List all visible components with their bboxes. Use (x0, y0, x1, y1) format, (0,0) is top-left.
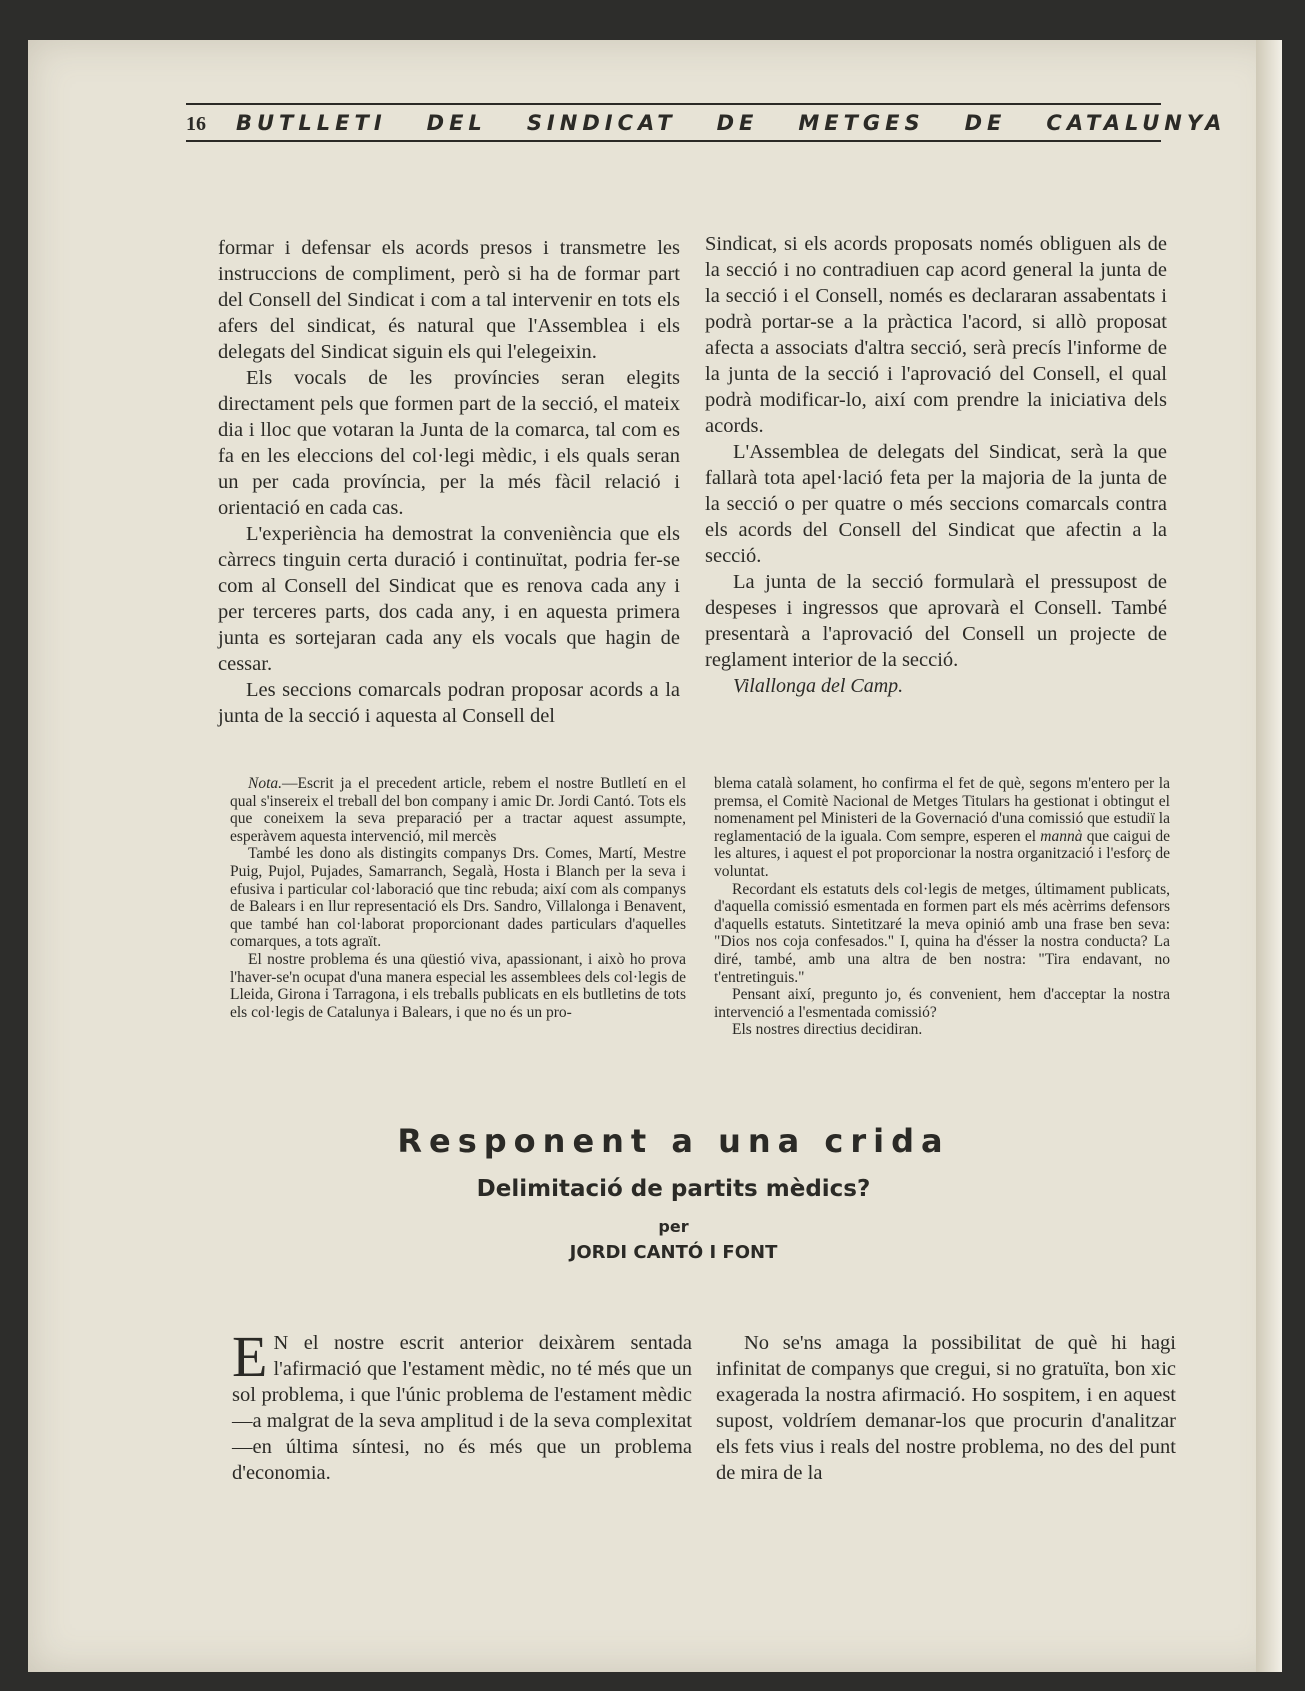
paragraph: formar i defensar els acords presos i transmetre les instruccions de compliment, però si ha de formar part del Consell del Sindicat i com a tal intervenir en tots els afers del sindicat, és natural que l'Assemblea i els delegats del Sindicat siguin els qui l'elegeixin. (218, 237, 680, 363)
article-author: JORDI CANTÓ I FONT (569, 1242, 778, 1263)
journal-title-word: BUTLLETI (236, 111, 387, 135)
note-paragraph: El nostre problema és una qüestió viva, apassionant, i això ho prova l'haver-se'n ocupat d'una manera especial les assemblees dels col·legis de Lleida, Girona i Tarragona, i els treballs publicats en els butlletins de tots els col·legis de Catalunya i Balears, i que no és un pro- (230, 950, 686, 1021)
drop-cap: E (232, 1324, 268, 1389)
note-text: que caigui de les altures, i aquest el pot proporcionar la nostra organització i l'esforç de voluntat. (714, 827, 1171, 880)
journal-title-word: SINDICAT (526, 111, 677, 135)
journal-title-word: METGES (798, 111, 925, 135)
article-right-column (716, 1330, 1176, 1486)
article-subtitle: Delimitació de partits mèdics? (476, 1176, 871, 1202)
first-word: N (273, 1332, 289, 1354)
note-paragraph (230, 775, 686, 845)
article-text: el nostre escrit anterior deixàrem sentada l'afirmació que l'estament mèdic, no té més que un sol problema, i que l'únic problema de l'estament mèdic—a malgrat de la seva amplitud i de la seva complexitat—en última síntesi, no és més que un problema d'economia. (232, 1332, 693, 1484)
note-text: blema català solament, ho confirma el fet de què, segons m'entero per la premsa, el Comitè Nacional de Metges Titulars ha gestionat i obtingut el nomenament pel Ministeri de la Governació d'una comissió que estudiï la reglamentació de la iguala. Com sempre, esperen el (714, 775, 1170, 845)
note-text: —Escrit ja el precedent article, rebem el nostre Butlletí en el qual s'insereix el treball del bon company i amic Dr. Jordi Cantó. Tots els que coneixem la seva preparació per a tractar aquest assumpte, esperàvem aquesta intervenció, mil mercès (230, 775, 686, 845)
note-label: Nota. (248, 775, 283, 792)
note-right-column (714, 775, 1170, 1039)
article-paragraph (232, 1324, 693, 1486)
paragraph: Sindicat, si els acords proposats només obliguen als de la secció i no contradiuen cap acord general la junta de la secció i el Consell, només es declararan assabentats i podrà portar-se a la pràctica l'acord, si allò proposat afecta a associats d'altra secció, serà precís l'informe de la junta de la secció i l'aprovació del Consell, el qual podrà modificar-lo, així com prendre la iniciativa dels acords. (705, 233, 1167, 437)
journal-title-word: DE (964, 111, 1007, 135)
article-paragraph: No se'ns amaga la possibilitat de què hi hagi infinitat de companys que cregui, si no gratuïta, bon xic exagerada la nostra afirmació. Ho sospitem, i en aquest supost, voldríem demanar-los que procurin d'analitzar els fets vius i reals del nostre problema, no des del punt de mira de la (716, 1332, 1176, 1484)
page-number: 16 (186, 113, 206, 135)
article-left-column (232, 1324, 693, 1486)
journal-title (236, 111, 1226, 135)
paragraph: L'experiència ha demostrat la conveniència que els càrrecs tinguin certa duració i continuïtat, podria fer-se com al Consell del Sindicat que es renova cada any i per terceres parts, dos cada any, i en aquesta primera junta es sortejaran cada any els vocals que hagin de cessar. (218, 523, 680, 675)
note-paragraph (714, 775, 1170, 881)
right-column (705, 231, 1167, 699)
note-paragraph: Recordant els estatuts dels col·legis de metges, últimament publicats, d'aquella comissió esmentada en formen part els més acèrrims defensors d'aquells estatuts. Sintetitzaré la meva opinió amb una frase ben seva: "Dios nos coja confesados." I, quina ha d'ésser la nostra conducta? La diré, també, amb una altra de ben nostra: "Tira endavant, no t'entretinguis." (714, 880, 1170, 986)
journal-title-word: DE (716, 111, 759, 135)
signature: Vilallonga del Camp. (733, 675, 904, 697)
journal-title-word: CATALUNYA (1046, 111, 1227, 135)
note-emphasis: mannà (1040, 827, 1083, 845)
article-byline-per: per (658, 1217, 689, 1236)
note-paragraph: També les dono als distingits companys Drs. Comes, Martí, Mestre Puig, Pujol, Pujades, Samarranch, Segalà, Hosta i Blanch per la seva i efusiva i particular col·laboració que tinc rebuda; així com als companys de Balears i en llur representació els Drs. Sandro, Villalonga i Benavent, que també han col·laborat proporcionant dades particulars d'aquelles comarques, a tots agraït. (230, 845, 686, 951)
journal-title-word: DEL (426, 111, 487, 135)
note-left-column (230, 775, 686, 1021)
page-edge (1256, 40, 1282, 1672)
note-paragraph: Pensant així, pregunto jo, és convenient, hem d'acceptar la nostra intervenció a l'esmentada comissió? (714, 986, 1170, 1021)
paragraph: La junta de la secció formularà el pressupost de despeses i ingressos que aprovarà el Consell. També presentarà a l'aprovació del Consell un projecte de reglament interior de la secció. (705, 571, 1167, 671)
article-title: Responent a una crida (397, 1122, 950, 1160)
paragraph: Els vocals de les províncies seran elegits directament pels que formen part de la secció, el mateix dia i lloc que votaran la Junta de la comarca, tal com es fa en les eleccions del col·legi mèdic, i els quals seran un per cada província, per la més fàcil relació i orientació en cada cas. (218, 367, 680, 519)
paragraph: Les seccions comarcals podran proposar acords a la junta de la secció i aquesta al Consell del (218, 679, 680, 727)
note-paragraph: Els nostres directius decidiran. (732, 1021, 923, 1039)
header-rule-bottom (186, 140, 1161, 142)
left-column (218, 235, 680, 729)
running-header (186, 103, 1227, 142)
paragraph: L'Assemblea de delegats del Sindicat, serà la que fallarà tota apel·lació feta per la majoria de la junta de la secció o per quatre o més seccions comarcals contra els acords del Consell del Sindicat que afectin a la secció. (705, 441, 1167, 567)
